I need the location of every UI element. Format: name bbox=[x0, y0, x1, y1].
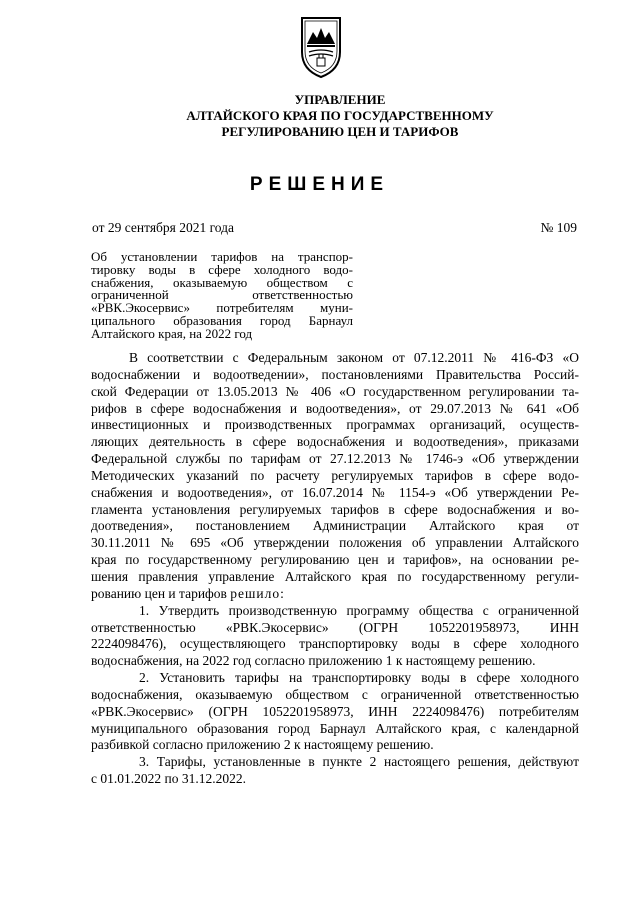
body-line: 2. Установить тарифы на транспортировку воды в сфере холодного bbox=[139, 670, 579, 686]
document-subject bbox=[91, 251, 353, 341]
body-line: доотведения», постановлением Администрации Алтайского края от bbox=[91, 518, 579, 534]
item-3-paragraph bbox=[91, 754, 579, 788]
subject-line: тировку воды в сфере холодного водо- bbox=[91, 261, 353, 277]
body-line: края по государственному регулированию цен и тарифов», на основании ре- bbox=[91, 552, 579, 568]
document-body bbox=[91, 350, 579, 788]
agency-name bbox=[150, 92, 530, 140]
subject-line: Алтайского края, на 2022 год bbox=[91, 325, 253, 341]
body-line: гламента установления регулируемых тарифов в сфере водоснабжения и во- bbox=[91, 501, 579, 517]
body-line: муниципального образования город Барнаул Алтайского края, с календарной bbox=[91, 720, 579, 736]
body-line: 2224098476), осуществляющего транспортировку воды в сфере холодного bbox=[91, 636, 579, 652]
subject-line: Об установлении тарифов на транспор- bbox=[91, 249, 353, 264]
body-line bbox=[91, 586, 579, 603]
body-line: 3. Тарифы, установленные в пункте 2 настоящего решения, действуют bbox=[139, 754, 579, 770]
body-line: водоснабжении и водоотведении», постановлениями Правительства Россий- bbox=[91, 366, 579, 382]
item-1-paragraph bbox=[91, 603, 579, 670]
item-2-paragraph bbox=[91, 670, 579, 754]
body-line: инвестиционных и производственных программах организаций, осуществ- bbox=[91, 417, 579, 433]
preamble-closing: рованию цен и тарифов bbox=[91, 585, 231, 601]
body-line: «РВК.Экосервис» (ОГРН 1052201958973, ИНН 2224098476) потребителям bbox=[91, 703, 579, 719]
body-line: шения правления управление Алтайского края по государственному регули- bbox=[91, 568, 579, 584]
body-line: В соответствии с Федеральным законом от 07.12.2011 № 416-ФЗ «О bbox=[129, 350, 579, 365]
body-line: рифов в сфере водоснабжения и водоотведения», от 29.07.2013 № 641 «Об bbox=[91, 400, 579, 416]
agency-line: УПРАВЛЕНИЕ bbox=[294, 92, 386, 107]
document-date: от 29 сентября 2021 года bbox=[92, 220, 235, 235]
preamble-paragraph bbox=[91, 350, 579, 603]
subject-line: снабжения, оказываемую обществом с bbox=[91, 274, 353, 290]
body-line: 1. Утвердить производственную программу общества с ограниченной bbox=[139, 602, 579, 618]
document-number: № 109 bbox=[540, 220, 577, 235]
body-line: ляющих деятельность в сфере водоснабжения и водоотведения», приказами bbox=[91, 434, 579, 450]
subject-line: ципального образования город Барнаул bbox=[91, 312, 353, 328]
resolved-word: решило: bbox=[230, 585, 285, 601]
body-line: Методических указаний по расчету регулируемых тарифов в сфере водо- bbox=[91, 467, 579, 483]
body-line: с 01.01.2022 по 31.12.2022. bbox=[91, 771, 246, 787]
agency-line: РЕГУЛИРОВАНИЮ ЦЕН И ТАРИФОВ bbox=[221, 124, 459, 139]
subject-line: ограниченной ответственностью bbox=[91, 287, 353, 303]
body-line: ской Федерации от 13.05.2013 № 406 «О государственном регулировании та- bbox=[91, 383, 579, 399]
body-line: снабжения и водоотведения», от 16.07.2014 № 1154-э «Об утверждении Ре- bbox=[91, 484, 579, 500]
body-line: ответственностью «РВК.Экосервис» (ОГРН 1052201958973, ИНН bbox=[91, 619, 579, 635]
body-line: Федеральной службы по тарифам от 27.12.2013 № 1746-э «Об утверждении bbox=[91, 451, 579, 467]
body-line: 30.11.2011 № 695 «Об утверждении положения об управлении Алтайского bbox=[91, 535, 579, 551]
document-type-heading: РЕШЕНИЕ bbox=[249, 174, 390, 195]
subject-line: «РВК.Экосервис» потребителям муни- bbox=[91, 300, 353, 316]
body-line: водоснабжения, оказываемую обществом с ограниченной ответственностью bbox=[91, 686, 579, 702]
body-line: водоснабжения, на 2022 год согласно приложению 1 к настоящему решению. bbox=[91, 653, 536, 669]
agency-line: АЛТАЙСКОГО КРАЯ ПО ГОСУДАРСТВЕННОМУ bbox=[186, 108, 494, 123]
coat-of-arms-emblem bbox=[297, 14, 345, 80]
body-line: разбивкой согласно приложению 2 к настоящему решению. bbox=[91, 737, 434, 753]
